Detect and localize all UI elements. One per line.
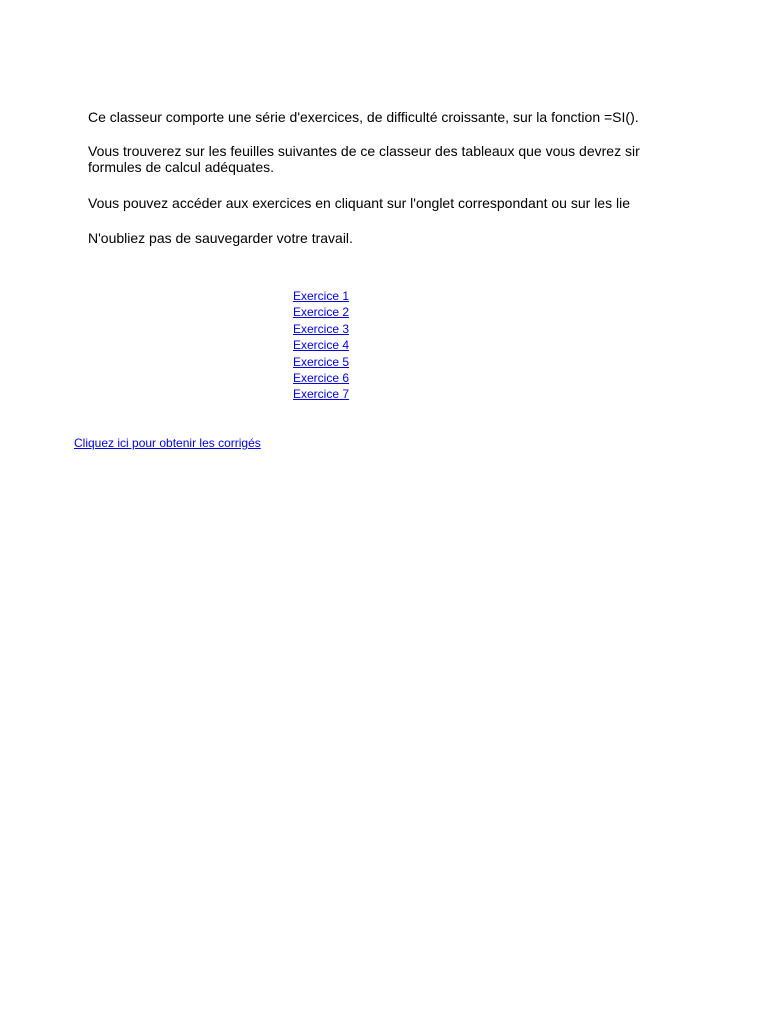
exercise-4-link[interactable]: Exercice 4 <box>293 338 350 353</box>
exercise-2-link[interactable]: Exercice 2 <box>293 305 350 320</box>
intro-paragraph-2 <box>88 143 640 175</box>
exercise-1-link[interactable]: Exercice 1 <box>293 289 350 303</box>
list-item <box>293 354 349 370</box>
corriges-link[interactable]: Cliquez ici pour obtenir les corrigés <box>74 436 261 450</box>
intro-text-block <box>88 109 678 259</box>
exercise-6-link[interactable]: Exercice 6 <box>293 370 350 385</box>
list-item <box>293 288 349 304</box>
list-item <box>293 386 349 402</box>
exercise-3-link[interactable]: Exercice 3 <box>293 321 350 336</box>
intro-box <box>88 109 678 259</box>
exercise-5-link[interactable]: Exercice 5 <box>293 354 350 369</box>
list-item <box>293 304 349 320</box>
intro-line-2b: formules de calcul adéquates. <box>88 159 274 175</box>
intro-line-1: Ce classeur comporte une série d'exercices, de difficulté croissante, sur la fonction =SI(). <box>88 109 639 125</box>
list-item <box>293 337 349 353</box>
intro-line-4: N'oubliez pas de sauvegarder votre travail. <box>88 230 353 246</box>
exercise-links-list <box>293 288 349 403</box>
intro-line-3: Vous pouvez accéder aux exercices en cliquant sur l'onglet correspondant ou sur les lie <box>88 195 630 211</box>
intro-line-2a: Vous trouverez sur les feuilles suivantes de ce classeur des tableaux que vous devrez sir <box>88 143 640 159</box>
list-item <box>293 370 349 386</box>
exercise-7-link[interactable]: Exercice 7 <box>293 387 350 402</box>
corriges-container <box>74 436 261 451</box>
list-item <box>293 321 349 337</box>
